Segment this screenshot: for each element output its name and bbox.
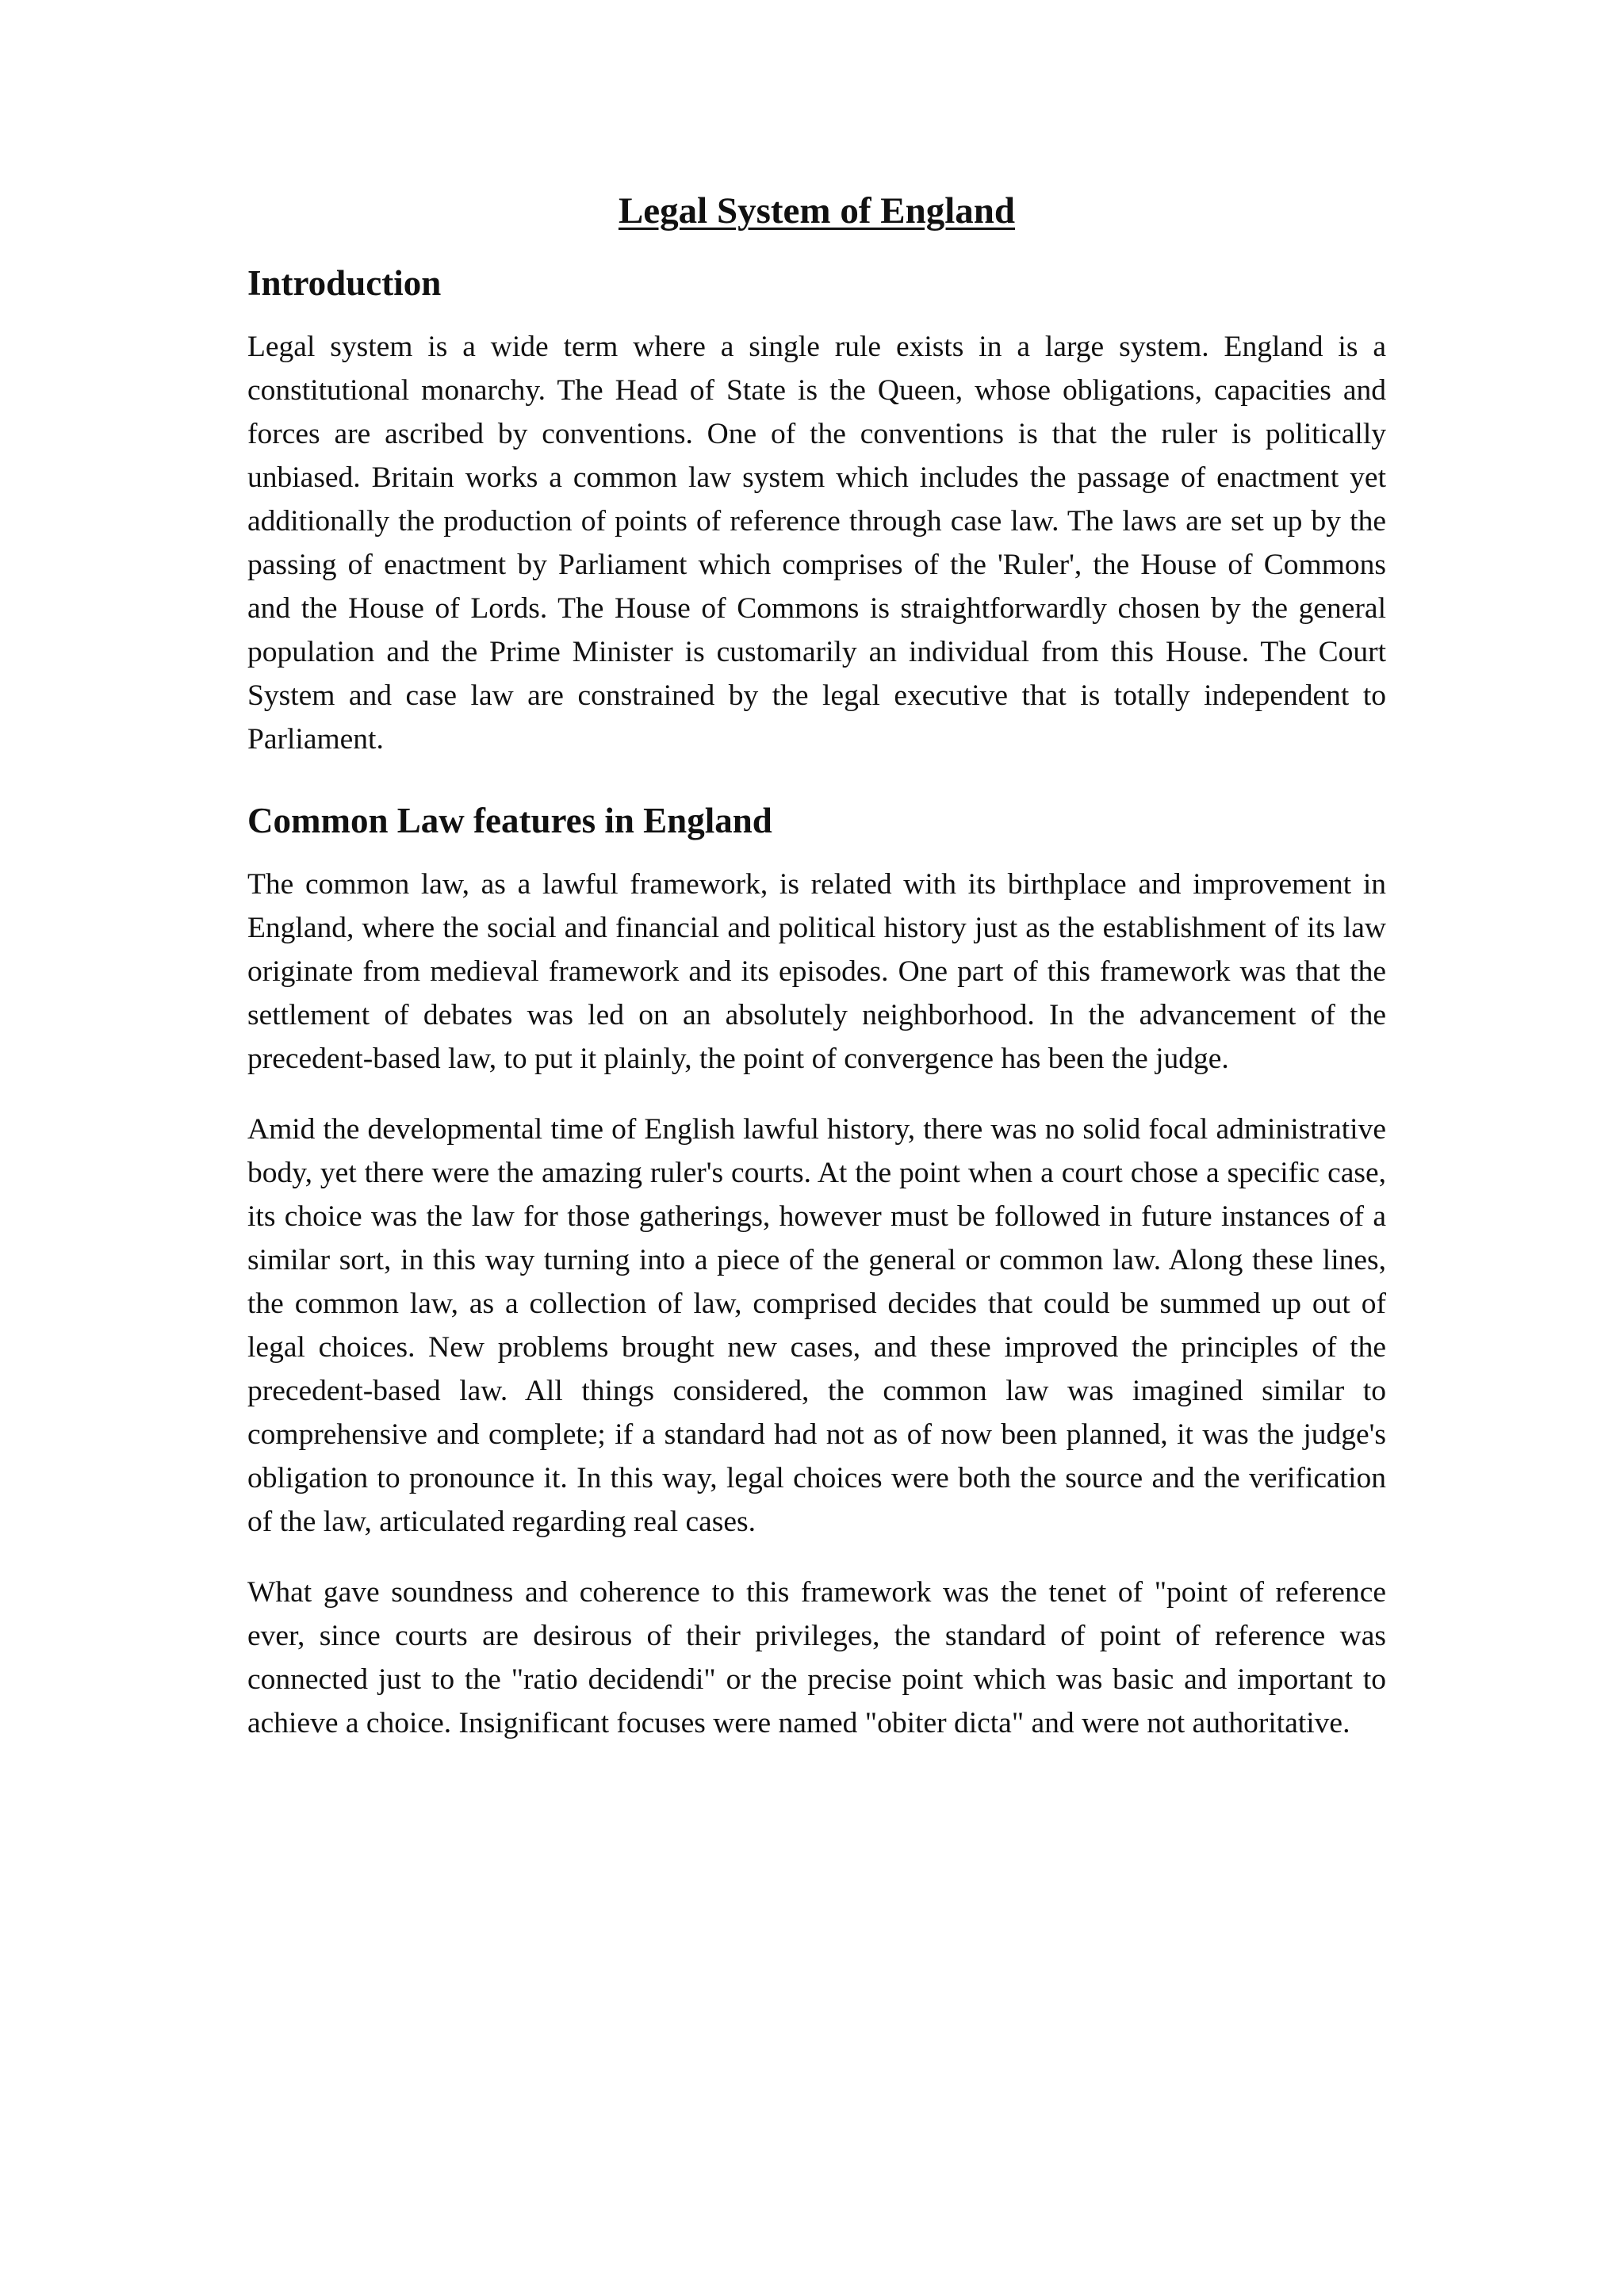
paragraph: Amid the developmental time of English lawful history, there was no solid focal administrative body, yet there were the amazing ruler's courts. At the point when a court chose a specific case, its choice was the law for those gatherings, however must be followed in future instances of a similar sort, in this way turning into a piece of the general or common law. Along these lines, the common law, as a collection of law, comprised decides that could be summed up out of legal choices. New problems brought new cases, and these improved the principles of the precedent-based law. All things considered, the common law was imagined similar to comprehensive and complete; if a standard had not as of now been planned, it was the judge's obligation to pronounce it. In this way, legal choices were both the source and the verification of the law, articulated regarding real cases. — [247, 1113, 1386, 1539]
section-heading-introduction: Introduction — [247, 263, 442, 304]
section-heading-common-law-features: Common Law features in England — [247, 801, 772, 841]
paragraph: What gave soundness and coherence to this framework was the tenet of "point of reference ever, since courts are desirous of their privileges, the standard of point of reference was connected just to the "ratio decidendi" or the precise point which was basic and important to achieve a choice. Insignificant focuses were named "obiter dicta" and were not authoritative. — [247, 1576, 1386, 1740]
document-page — [247, 189, 1386, 1772]
document-title: Legal System of England — [618, 190, 1016, 232]
paragraph: Legal system is a wide term where a single rule exists in a large system. England is a constitutional monarchy. The Head of State is the Queen, whose obligations, capacities and forces are ascribed by conventions. One of the conventions is that the ruler is politically unbiased. Britain works a common law system which includes the passage of enactment yet additionally the production of points of reference through case law. The laws are set up by the passing of enactment by Parliament which comprises of the 'Ruler', the House of Commons and the House of Lords. The House of Commons is straightforwardly chosen by the general population and the Prime Minister is customarily an individual from this House. The Court System and case law are constrained by the legal executive that is totally independent to Parliament. — [247, 331, 1386, 756]
paragraph: The common law, as a lawful framework, is related with its birthplace and improvement in England, where the social and financial and political history just as the establishment of its law originate from medieval framework and its episodes. One part of this framework was that the settlement of debates was led on an absolutely neighborhood. In the advancement of the precedent-based law, to put it plainly, the point of convergence has been the judge. — [247, 868, 1386, 1076]
